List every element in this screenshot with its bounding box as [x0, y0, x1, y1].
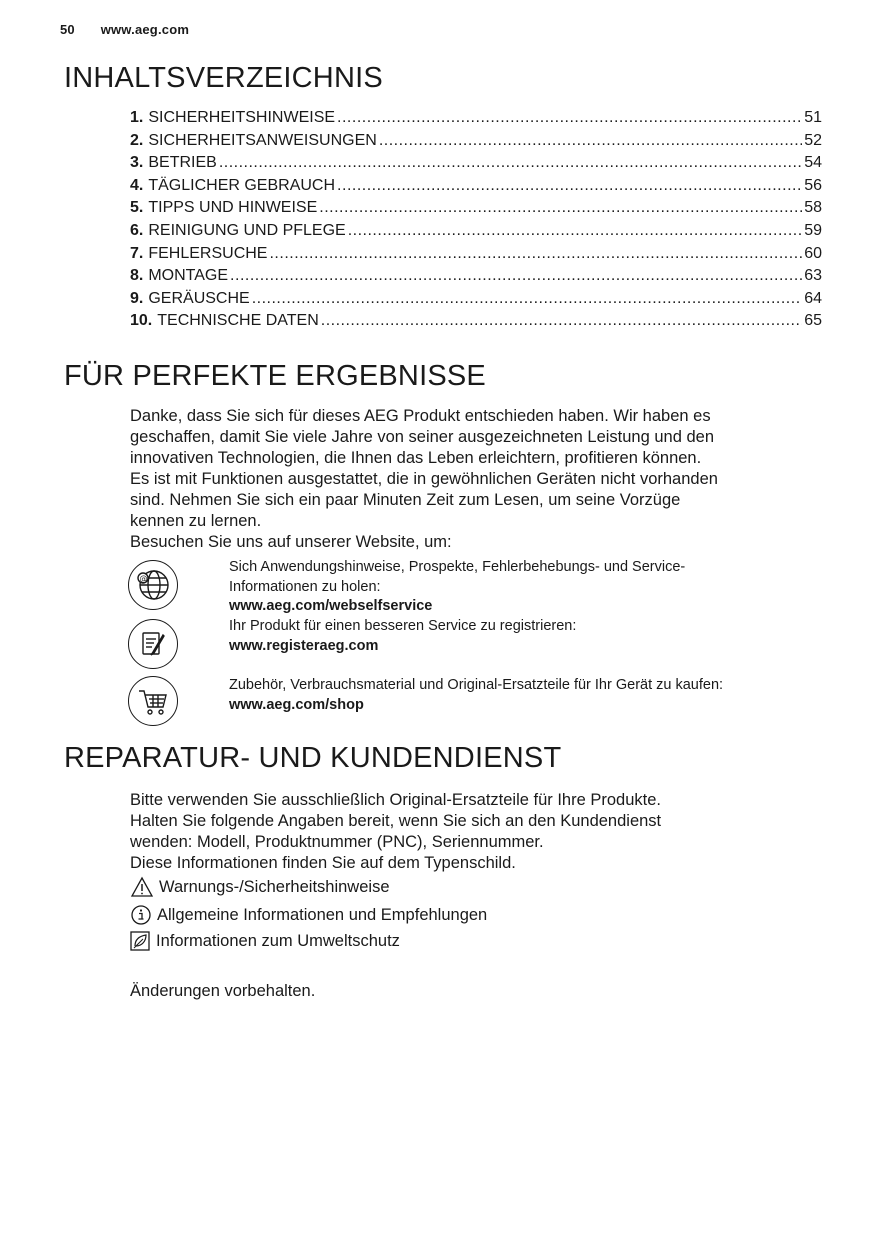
toc-item-label: FEHLERSUCHE	[148, 244, 268, 262]
service-text: Ihr Produkt für einen besseren Service zu registrieren: www.registeraeg.com	[229, 617, 829, 656]
legend-environment	[130, 931, 400, 952]
toc-page: 63	[804, 267, 822, 285]
shop-link[interactable]: www.aeg.com/shop	[229, 696, 364, 713]
toc-leader	[337, 177, 802, 195]
intro-line: Besuchen Sie uns auf unserer Website, um:	[130, 533, 452, 551]
toc-item[interactable]: 5. TIPPS UND HINWEISE ..... 58	[130, 199, 822, 222]
register-link[interactable]: www.registeraeg.com	[229, 637, 379, 654]
repair-line: Bitte verwenden Sie ausschließlich Original-Ersatzteile für Ihre Produkte.	[130, 791, 661, 809]
toc-item[interactable]: 10. TECHNISCHE DATEN ..... 65	[130, 312, 822, 335]
toc-leader	[321, 312, 802, 330]
toc-item[interactable]: 7. FEHLERSUCHE ..... 60	[130, 245, 822, 268]
toc-item-label: SICHERHEITSANWEISUNGEN	[148, 131, 377, 149]
results-intro	[130, 406, 830, 553]
table-of-contents	[130, 109, 822, 335]
toc-item[interactable]: 6. REINIGUNG UND PFLEGE ..... 59	[130, 222, 822, 245]
web-globe-icon	[128, 560, 178, 610]
toc-item[interactable]: 4. TÄGLICHER GEBRAUCH ..... 56	[130, 177, 822, 200]
service-text: Zubehör, Verbrauchsmaterial und Original-Ersatzteile für Ihr Gerät zu kaufen: www.aeg.com/shop	[229, 676, 829, 715]
toc-page: 59	[804, 221, 822, 239]
toc-page: 52	[804, 131, 822, 149]
toc-page: 58	[804, 199, 822, 217]
intro-line: geschaffen, damit Sie viele Jahre von seiner ausgezeichneten Leistung und den	[130, 428, 715, 446]
toc-leader	[219, 154, 802, 172]
register-notepad-icon	[128, 619, 178, 669]
toc-page: 56	[804, 176, 822, 194]
toc-item-label: BETRIEB	[148, 154, 217, 172]
legend-warning	[130, 876, 390, 898]
toc-item[interactable]: 3. BETRIEB ..... 54	[130, 154, 822, 177]
toc-item[interactable]: 9. GERÄUSCHE ..... 64	[130, 290, 822, 313]
repair-intro	[130, 790, 830, 874]
shopping-cart-icon	[128, 676, 178, 726]
leaf-icon	[130, 931, 151, 952]
legend-info	[130, 904, 487, 926]
repair-line: wenden: Modell, Produktnummer (PNC), Seriennummer.	[130, 833, 544, 851]
repair-line: Diese Informationen finden Sie auf dem Typenschild.	[130, 854, 516, 872]
toc-page: 64	[804, 289, 822, 307]
legend-label: Allgemeine Informationen und Empfehlungen	[157, 905, 488, 924]
toc-item-label: TIPPS UND HINWEISE	[148, 199, 318, 217]
intro-line: innovativen Technologien, die Ihnen das Leben erleichtern, profitieren können.	[130, 449, 702, 467]
toc-item-label: TÄGLICHER GEBRAUCH	[148, 176, 336, 194]
toc-leader	[252, 290, 803, 308]
toc-item[interactable]: 2. SICHERHEITSANWEISUNGEN ..... 52	[130, 132, 822, 155]
toc-item-label: REINIGUNG UND PFLEGE	[148, 221, 346, 239]
toc-item[interactable]: 1. SICHERHEITSHINWEISE ..... 51	[130, 109, 822, 132]
toc-page: 65	[804, 312, 822, 330]
page-number: 50	[60, 22, 75, 37]
service-text: Sich Anwendungshinweise, Prospekte, Fehlerbehebungs- und Service- Informationen zu holen: www.aeg.com/webselfservice	[229, 558, 829, 617]
changes-reserved-note: Änderungen vorbehalten.	[130, 982, 316, 1000]
intro-line: Es ist mit Funktionen ausgestattet, die in gewöhnlichen Geräten nicht vorhanden	[130, 470, 718, 488]
toc-leader	[348, 222, 803, 240]
warning-triangle-icon	[130, 876, 154, 898]
toc-page: 60	[804, 244, 822, 262]
toc-item-label: TECHNISCHE DATEN	[157, 312, 319, 330]
webselfservice-link[interactable]: www.aeg.com/webselfservice	[229, 598, 433, 614]
results-section-title: FÜR PERFEKTE ERGEBNISSE	[64, 360, 486, 392]
intro-line: Danke, dass Sie sich für dieses AEG Produkt entschieden haben. Wir haben es	[130, 407, 711, 425]
intro-line: kennen zu lernen.	[130, 512, 262, 530]
info-circle-icon	[130, 904, 152, 926]
repair-line: Halten Sie folgende Angaben bereit, wenn Sie sich an den Kundendienst	[130, 812, 662, 830]
toc-leader	[379, 132, 802, 150]
website-link[interactable]: www.aeg.com	[100, 22, 190, 37]
toc-item-label: SICHERHEITSHINWEISE	[148, 109, 336, 126]
toc-item[interactable]: 8. MONTAGE ..... 63	[130, 267, 822, 290]
toc-title: INHALTSVERZEICHNIS	[64, 62, 383, 94]
toc-leader	[230, 267, 802, 285]
toc-item-label: GERÄUSCHE	[148, 289, 250, 307]
legend-label: Warnungs-/Sicherheitshinweise	[159, 877, 390, 896]
toc-item-label: MONTAGE	[148, 267, 229, 285]
toc-leader	[269, 245, 802, 263]
toc-leader	[337, 109, 802, 127]
toc-page: 54	[804, 154, 822, 172]
intro-line: sind. Nehmen Sie sich ein paar Minuten Zeit zum Lesen, um seine Vorzüge	[130, 491, 681, 509]
toc-page: 51	[804, 109, 822, 126]
legend-label: Informationen zum Umweltschutz	[156, 932, 400, 950]
toc-leader	[319, 199, 802, 217]
page-header	[60, 22, 189, 37]
repair-section-title: REPARATUR- UND KUNDENDIENST	[64, 742, 562, 774]
svg-text:@: @	[139, 574, 148, 583]
